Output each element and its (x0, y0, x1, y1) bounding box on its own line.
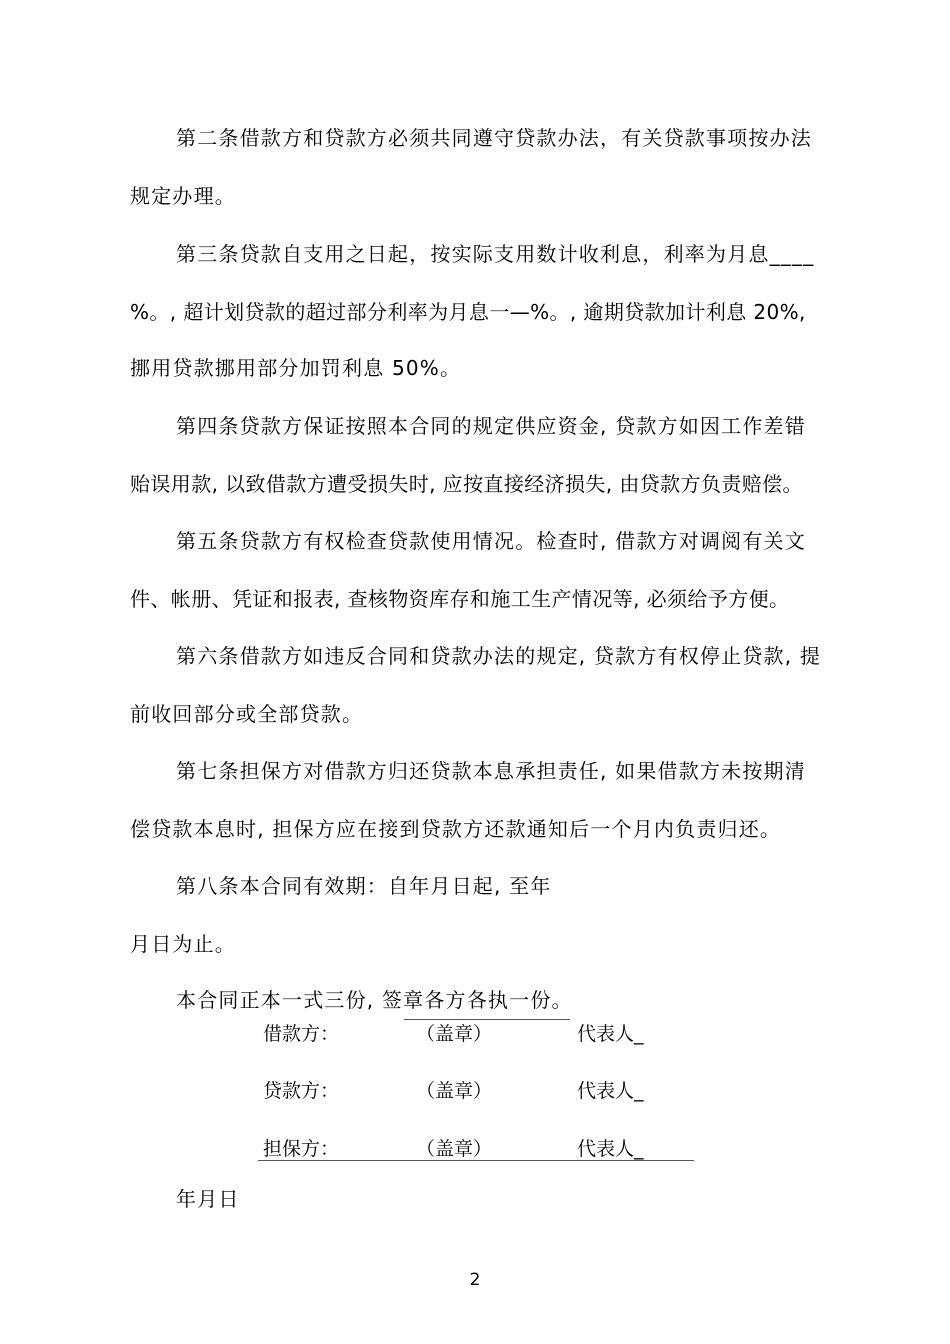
page-number: 2 (469, 1270, 481, 1290)
article-2-line-1: 第二条借款方和贷款方必须共同遵守贷款办法，有关贷款事项按办法 (176, 126, 812, 150)
guarantor-label: 担保方： (263, 1138, 340, 1160)
article-6-line-1: 第六条借款方如违反合同和贷款办法的规定, 贷款方有权停止贷款, 提 (176, 644, 822, 668)
borrower-label: 借款方： (263, 1023, 340, 1045)
copies-statement: 本合同正本一式三份, 签章各方各执一份。 (176, 988, 573, 1012)
article-7-line-1: 第七条担保方对借款方归还贷款本息承担责任, 如果借款方未按期清 (176, 759, 806, 783)
lender-seal: （盖章） (416, 1080, 493, 1102)
article-5-line-2: 件、帐册、凭证和报表, 查核物资库存和施工生产情况等, 必须给予方便。 (130, 587, 790, 611)
article-7-line-2: 偿贷款本息时, 担保方应在接到贷款方还款通知后一个月内负责归还。 (130, 817, 782, 841)
article-4-line-2: 贻误用款, 以致借款方遭受损失时, 应按直接经济损失, 由贷款方负责赔偿。 (130, 472, 803, 496)
signature-rule-top (404, 1019, 570, 1020)
guarantor-representative: 代表人_ (577, 1138, 644, 1160)
article-8-line-2: 月日为止。 (130, 932, 236, 956)
lender-representative: 代表人_ (577, 1080, 644, 1102)
borrower-seal: （盖章） (416, 1023, 493, 1045)
guarantor-seal: （盖章） (416, 1138, 493, 1160)
article-8-line-1: 第八条本合同有效期：自年月日起, 至年 (176, 874, 552, 898)
article-4-line-1: 第四条贷款方保证按照本合同的规定供应资金, 贷款方如因工作差错 (176, 414, 806, 438)
article-3-line-2: %。, 超计划贷款的超过部分利率为月息一—%。, 逾期贷款加计利息 20%, (130, 300, 806, 324)
borrower-representative: 代表人_ (577, 1023, 644, 1045)
article-5-line-1: 第五条贷款方有权检查贷款使用情况。检查时, 借款方对调阅有关文 (176, 529, 806, 553)
signature-rule-bottom (258, 1160, 694, 1161)
article-6-line-2: 前收回部分或全部贷款。 (130, 702, 364, 726)
signing-date: 年月日 (176, 1187, 240, 1211)
article-2-line-2: 规定办理。 (130, 184, 236, 208)
article-3-line-1: 第三条贷款自支用之日起，按实际支用数计收利息，利率为月息____ (176, 242, 815, 266)
article-3-line-3: 挪用贷款挪用部分加罚利息 50%。 (130, 356, 462, 380)
lender-label: 贷款方： (263, 1080, 340, 1102)
